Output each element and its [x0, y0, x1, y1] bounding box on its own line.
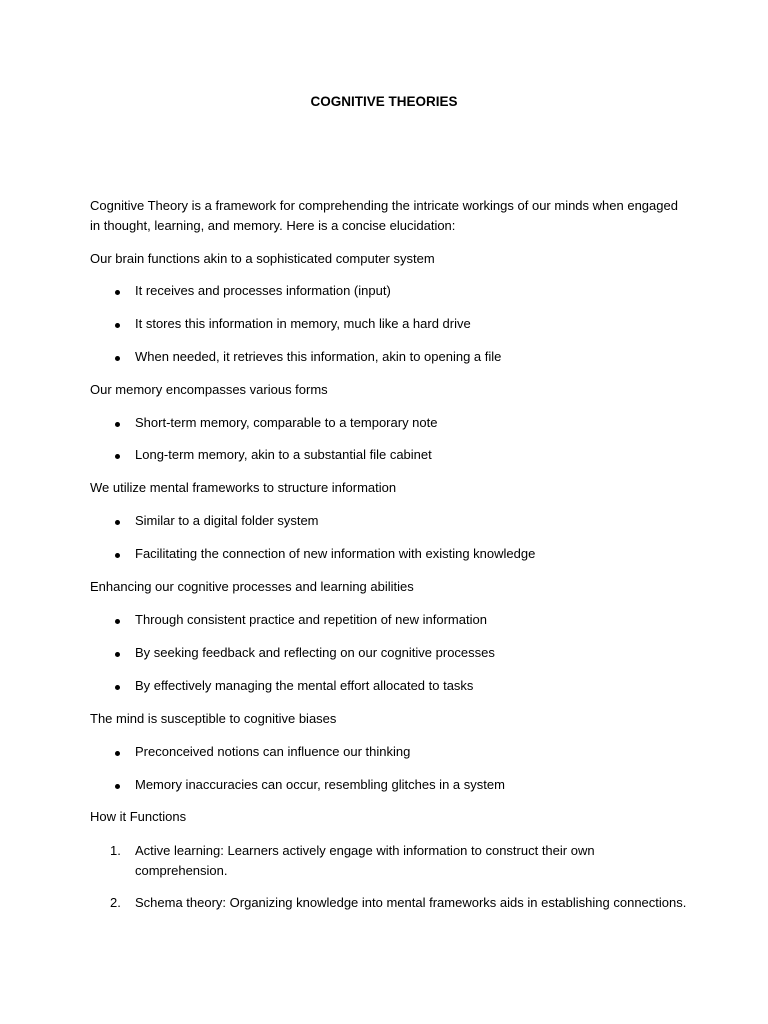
bullet-text: Similar to a digital folder system	[135, 513, 319, 528]
bullet-icon	[110, 742, 124, 762]
list-item-text: Schema theory: Organizing knowledge into mental frameworks aids in establishing connections.	[135, 895, 687, 910]
bullet-icon	[110, 676, 124, 696]
bullet-icon	[110, 544, 124, 564]
bullet-icon	[110, 413, 124, 433]
bullet-text: Preconceived notions can influence our thinking	[135, 744, 411, 759]
bullet-text: Short-term memory, comparable to a temporary note	[135, 415, 438, 430]
bullet-icon	[110, 643, 124, 663]
section-heading: Our brain functions akin to a sophisticated computer system	[90, 251, 435, 266]
document-title: COGNITIVE THEORIES	[310, 94, 458, 109]
bullet-text: By effectively managing the mental effort allocated to tasks	[135, 678, 474, 693]
bullet-icon	[110, 347, 124, 367]
bullet-icon	[110, 314, 124, 334]
bullet-text: Through consistent practice and repetition of new information	[135, 612, 487, 627]
bullet-icon	[110, 445, 124, 465]
section-heading: How it Functions	[90, 809, 187, 824]
bullet-text: It receives and processes information (input)	[135, 283, 391, 298]
list-number: 2.	[110, 895, 121, 910]
bullet-text: By seeking feedback and reflecting on our cognitive processes	[135, 645, 495, 660]
bullet-text: When needed, it retrieves this information, akin to opening a file	[135, 349, 502, 364]
bullet-text: Long-term memory, akin to a substantial file cabinet	[135, 447, 432, 462]
bullet-text: Facilitating the connection of new information with existing knowledge	[135, 546, 536, 561]
list-number: 1.	[110, 843, 121, 858]
bullet-text: It stores this information in memory, much like a hard drive	[135, 316, 471, 331]
bullet-icon	[110, 775, 124, 795]
bullet-icon	[110, 610, 124, 630]
bullet-icon	[110, 281, 124, 301]
section-heading: Our memory encompasses various forms	[90, 382, 328, 397]
section-heading: We utilize mental frameworks to structure information	[90, 480, 397, 495]
section-heading: Enhancing our cognitive processes and learning abilities	[90, 579, 414, 594]
section-heading: The mind is susceptible to cognitive biases	[90, 711, 337, 726]
list-item-text: Active learning: Learners actively engage with information to construct their own comprehension.	[135, 843, 595, 878]
bullet-icon	[110, 511, 124, 531]
intro-paragraph: Cognitive Theory is a framework for comprehending the intricate workings of our minds when engaged in thought, learning, and memory. Here is a concise elucidation:	[90, 198, 678, 233]
bullet-text: Memory inaccuracies can occur, resembling glitches in a system	[135, 777, 505, 792]
